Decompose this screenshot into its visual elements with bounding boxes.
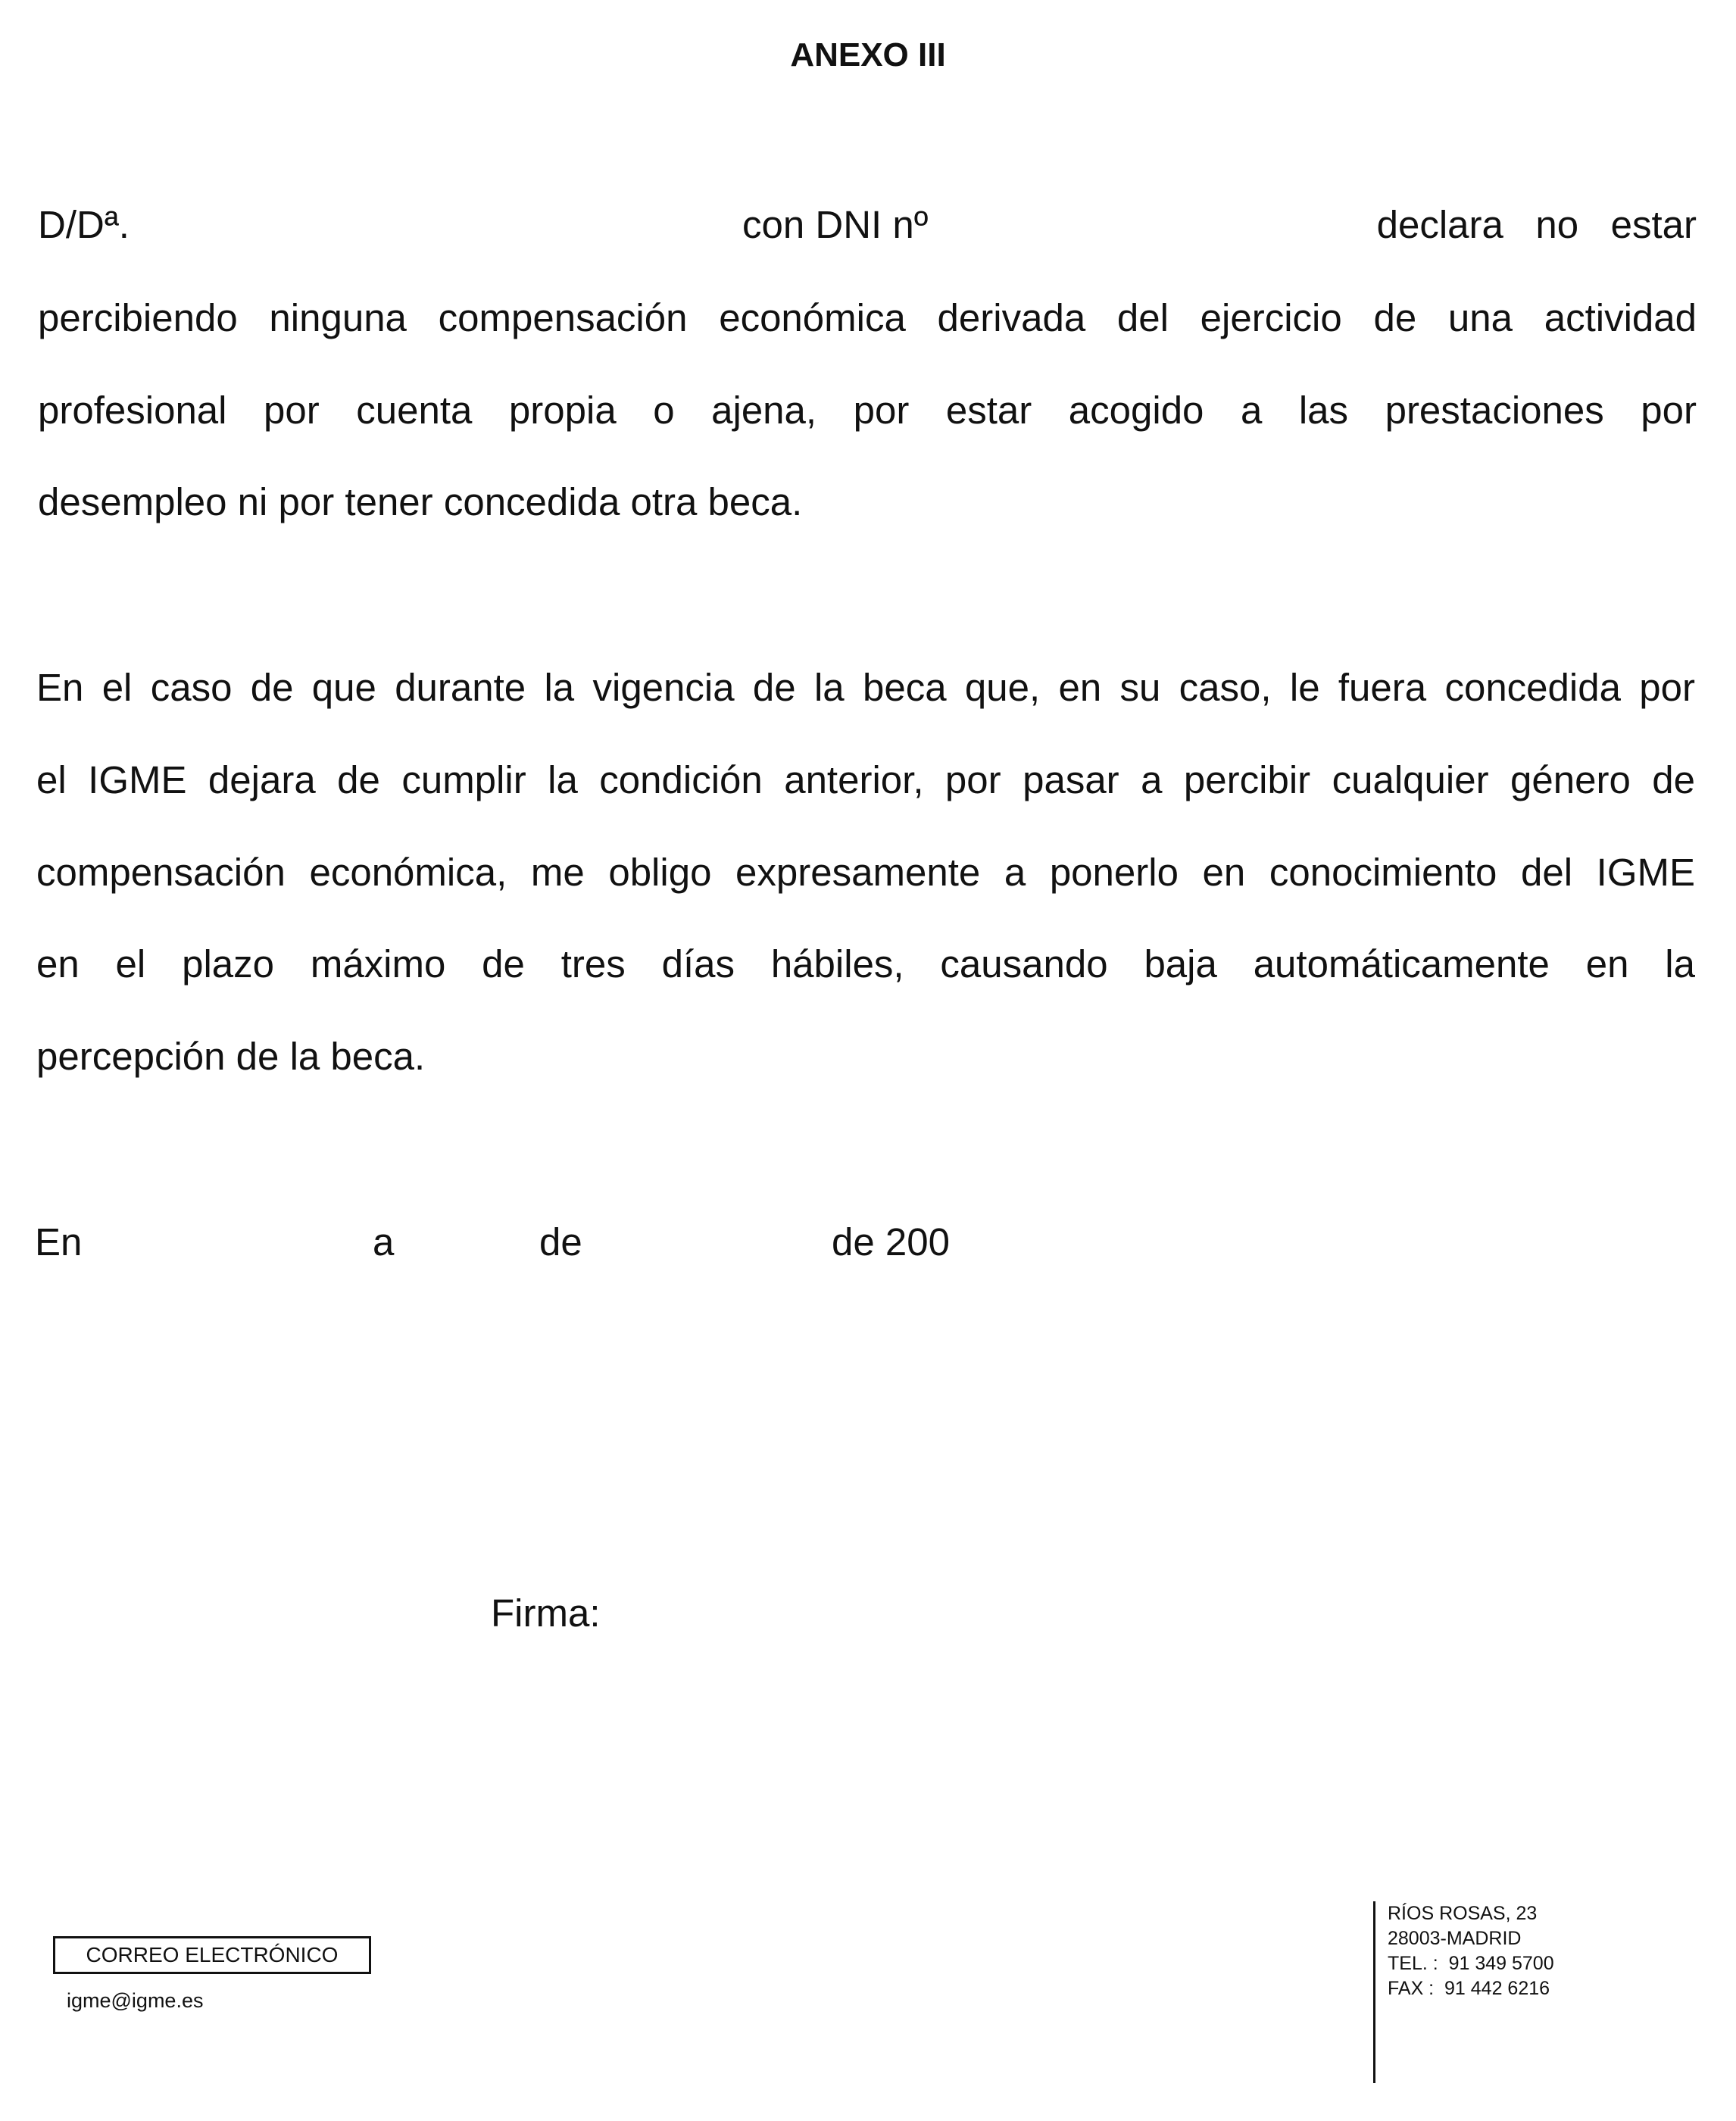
address-line: RÍOS ROSAS, 23 xyxy=(1388,1903,1538,1924)
declaration-line: profesional por cuenta propia o ajena, por estar acogido a las prestaciones por xyxy=(38,389,1697,432)
place-label: En xyxy=(35,1220,83,1264)
declaration-first-line xyxy=(38,198,1697,251)
signature-label: Firma: xyxy=(491,1592,601,1635)
obligation-line: percepción de la beca. xyxy=(36,1035,426,1078)
obligation-line: el IGME dejara de cumplir la condición anterior, por pasar a percibir cualquier género de xyxy=(36,758,1695,801)
declaration-line: desempleo ni por tener concedida otra beca. xyxy=(38,480,803,523)
email-box: CORREO ELECTRÓNICO xyxy=(53,1936,371,1974)
address-line: TEL. : 91 349 5700 xyxy=(1388,1953,1554,1974)
name-label: D/Dª. xyxy=(38,203,130,246)
day-label: a xyxy=(373,1220,395,1264)
month-label: de xyxy=(539,1220,582,1264)
email-address: igme@igme.es xyxy=(67,1989,204,2012)
obligation-line: en el plazo máximo de tres días hábiles, causando baja automáticamente en la xyxy=(36,942,1695,986)
year-label: de 200 xyxy=(832,1220,950,1264)
obligation-line: compensación económica, me obligo expresamente a ponerlo en conocimiento del IGME xyxy=(36,851,1695,894)
address-block xyxy=(1388,1901,1554,2001)
address-line: FAX : 91 442 6216 xyxy=(1388,1978,1550,1999)
address-line: 28003-MADRID xyxy=(1388,1928,1522,1949)
dni-label: con DNI nº xyxy=(742,203,929,246)
address-divider xyxy=(1373,1901,1375,2083)
declara-label: declara no estar xyxy=(1376,203,1697,246)
obligation-line: En el caso de que durante la vigencia de la beca que, en su caso, le fuera concedida por xyxy=(36,666,1695,709)
page-title: ANEXO III xyxy=(790,36,946,73)
declaration-line: percibiendo ninguna compensación económica derivada del ejercicio de una actividad xyxy=(38,296,1697,339)
date-line xyxy=(35,1216,1019,1269)
